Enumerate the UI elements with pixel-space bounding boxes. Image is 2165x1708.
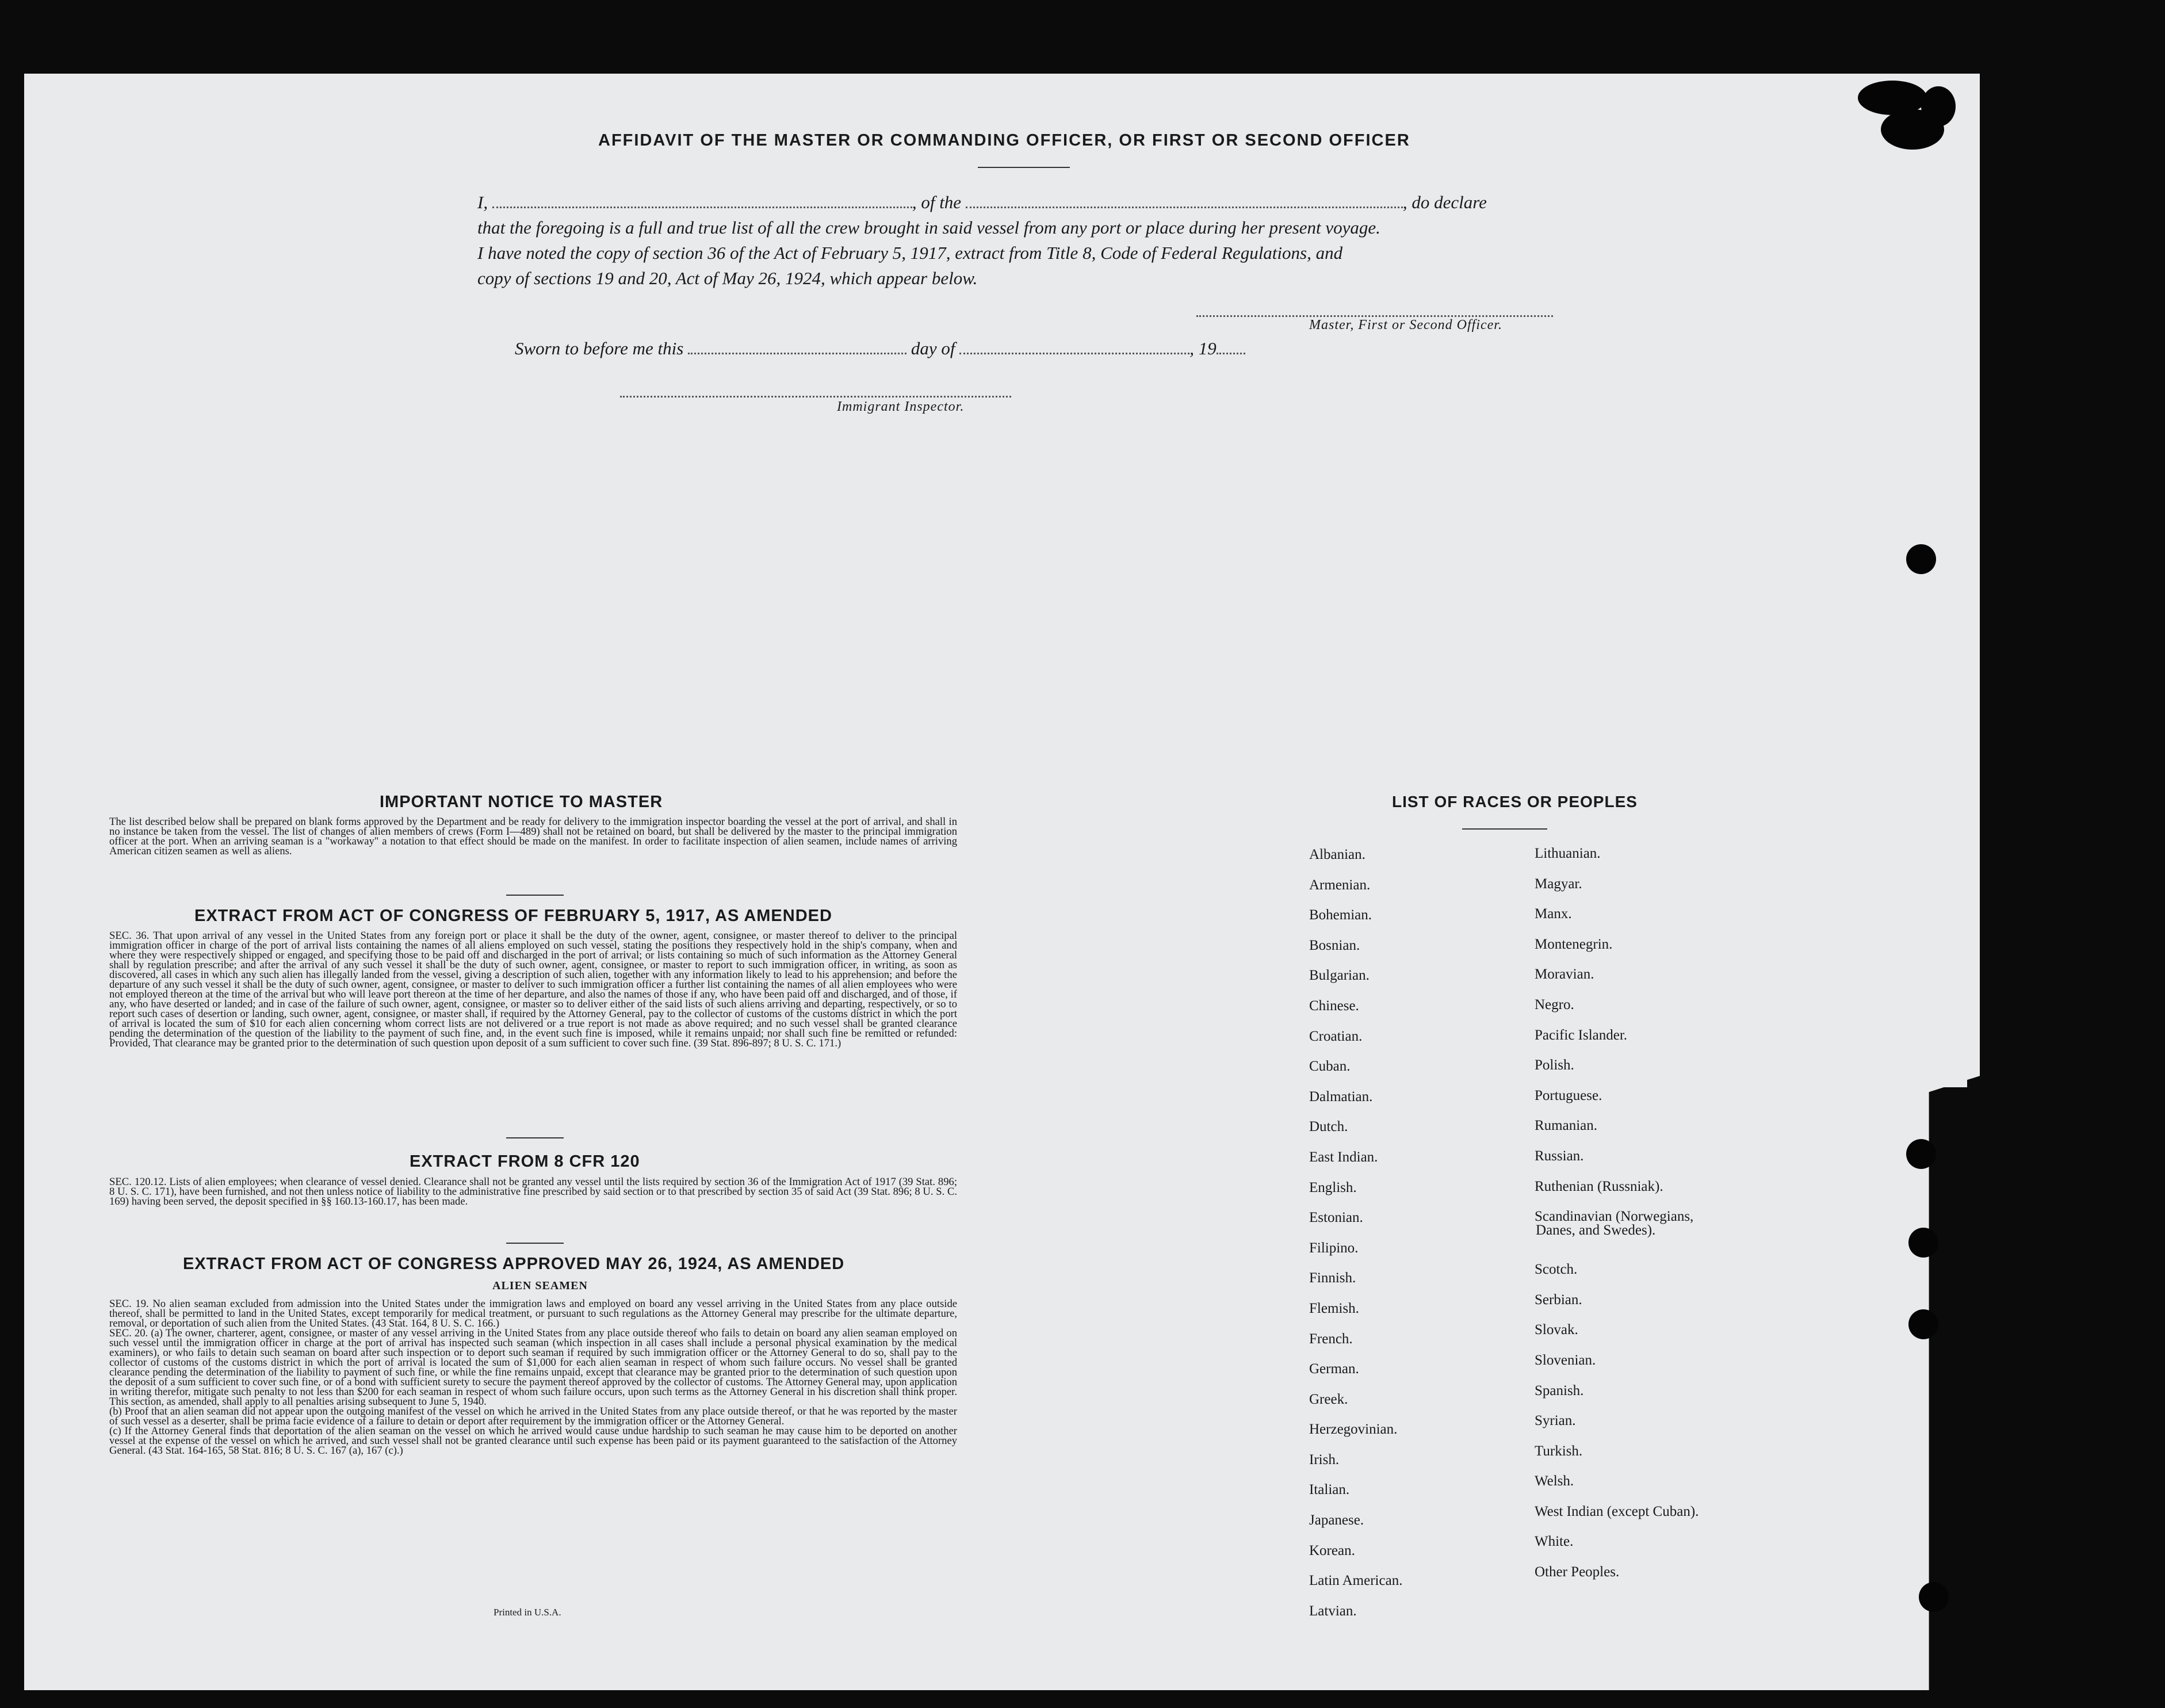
- sworn-month-blank[interactable]: [959, 342, 1189, 354]
- race-item: Greek.: [1309, 1391, 1348, 1407]
- day-of-label: day of: [911, 338, 955, 358]
- sworn-day-blank[interactable]: [688, 342, 906, 354]
- race-item-scandinavian: [1535, 1202, 1699, 1255]
- race-item: Rumanian.: [1535, 1118, 1598, 1134]
- race-item: Chinese.: [1309, 998, 1359, 1014]
- affidavit-line: copy of sections 19 and 20, Act of May 26, 1924, which appear below.: [477, 268, 978, 288]
- race-item: Italian.: [1309, 1482, 1350, 1498]
- race-item: White.: [1535, 1534, 1574, 1550]
- race-item: Dalmatian.: [1309, 1088, 1373, 1105]
- name-blank[interactable]: [492, 196, 912, 208]
- sec-20c: (c) If the Attorney General finds that deportation of the alien seaman on the vessel on which he arrived would cause undue hardship to such seaman he may cause him to be deported on another vessel at the expense of the vessel on which he arrived, and such vessel shall not be granted clearance until such expense has been paid or its payment guaranteed to the satisfaction of the Attorney General. (43 Stat. 164-165, 58 Stat. 816; 8 U. S. C. 167 (a), 167 (c).): [109, 1425, 957, 1457]
- race-item: Bulgarian.: [1309, 968, 1370, 984]
- race-item: Herzegovinian.: [1309, 1422, 1398, 1438]
- notice-title: IMPORTANT NOTICE TO MASTER: [380, 793, 663, 811]
- sworn-prefix: Sworn to before me this: [515, 338, 684, 358]
- race-item: Bohemian.: [1309, 907, 1372, 923]
- race-item: Bosnian.: [1309, 937, 1360, 953]
- year-prefix: , 19: [1189, 338, 1217, 358]
- race-item: Slovenian.: [1535, 1352, 1596, 1368]
- race-item: Japanese.: [1309, 1512, 1364, 1529]
- inspector-signature-line[interactable]: [620, 396, 1011, 398]
- ink-blot: [1921, 86, 1956, 127]
- race-item: Flemish.: [1309, 1300, 1359, 1316]
- sec-20a: SEC. 20. (a) The owner, charterer, agent, consignee, or master of any vessel arriving in the United States from any place outside thereof who fails to detain on board any alien seaman employed on such vessel until the immigration officer in charge at the port of arrival has inspected such seaman (which inspection in all cases shall include a personal physical examination by the medical examiners), or who fails to detain such seaman on board after such inspection or to deport such seaman if required by such immigration officer or the Attorney General to do so, shall pay to the collector of customs of the customs district in which the port of arrival is located the sum of $1,000 for each alien seaman in respect of whom such failure occurs. No vessel shall be granted clearance pending the determination of the liability to payment of such fine, or while the fine remains unpaid, except that clearance may be granted prior to the determination of such question upon the deposit of a sum sufficient to cover such fine, or of a bond with sufficient surety to secure the payment thereof approved by the collector of customs. The Attorney General may, upon application in writing therefor, mitigate such penalty to not less than $200 for each seaman in respect of whom such failure occurs, upon such terms as the Attorney General in his discretion shall think proper. This section, as amended, shall apply to all penalties arising subsequent to June 5, 1940.: [109, 1327, 957, 1408]
- race-item: Danes, and Swedes).: [1536, 1222, 1656, 1239]
- race-item: Slovak.: [1535, 1322, 1578, 1338]
- race-item: Serbian.: [1535, 1291, 1582, 1308]
- race-item: Cuban.: [1309, 1059, 1351, 1075]
- race-item: Manx.: [1535, 906, 1572, 922]
- race-item: Other Peoples.: [1535, 1564, 1620, 1580]
- race-item: East Indian.: [1309, 1149, 1378, 1165]
- race-item: Latvian.: [1309, 1603, 1357, 1619]
- vessel-blank[interactable]: [966, 196, 1403, 208]
- race-item: Syrian.: [1535, 1413, 1576, 1429]
- race-item: Ruthenian (Russniak).: [1535, 1178, 1663, 1194]
- sec-20b: (b) Proof that an alien seaman did not appear upon the outgoing manifest of the vessel on which he arrived in the United States from any place outside thereof, or that he was reported by the master of such vessel as a deserter, shall be prima facie evidence of a failure to detain or deport after requirement by the immigration officer or the Attorney General.: [109, 1405, 957, 1427]
- race-item: French.: [1309, 1331, 1353, 1347]
- extract-1917-title: EXTRACT FROM ACT OF CONGRESS OF FEBRUARY 5, 1917, AS AMENDED: [194, 907, 832, 925]
- cfr-title: EXTRACT FROM 8 CFR 120: [410, 1152, 640, 1171]
- notice-body: The list described below shall be prepared on blank forms approved by the Department and be ready for delivery to the immigration inspector boarding the vessel at the port of arrival, and shall in no instance be taken from the vessel. The list of changes of alien members of crews (Form I—489) shall not be retained on board, but shall be delivered by the master to the principal immigration officer at the port. When an arriving seaman is a "workaway" a notation to that effect should be made on the manifest. In order to facilitate inspection of alien seamen, include names of arriving American citizen seamen as well as aliens.: [109, 816, 957, 857]
- race-item: Turkish.: [1535, 1443, 1583, 1459]
- alien-seamen-subtitle: ALIEN SEAMEN: [492, 1279, 588, 1292]
- race-item: Magyar.: [1535, 876, 1582, 892]
- punch-hole: [1906, 1139, 1936, 1169]
- inspector-caption: Immigrant Inspector.: [837, 399, 965, 414]
- race-item: Moravian.: [1535, 966, 1594, 983]
- extract-1924-title: EXTRACT FROM ACT OF CONGRESS APPROVED MAY 26, 1924, AS AMENDED: [183, 1255, 845, 1273]
- race-item: Croatian.: [1309, 1028, 1363, 1044]
- divider: [506, 895, 564, 896]
- cfr-body: SEC. 120.12. Lists of alien employees; when clearance of vessel denied. Clearance shall not be granted any vessel until the lists required by section 36 of the Immigration Act of 1917 (39 Stat. 896; 8 U. S. C. 171), have been furnished, and not then unless notice of liability to the administrative fine prescribed by said section or to that prescribed by section 35 of said Act (39 Stat. 896; 8 U. S. C. 169) having been served, the deposit specified in §§ 160.13-160.17, has been made.: [109, 1176, 957, 1208]
- divider: [506, 1243, 564, 1244]
- sworn-year-blank[interactable]: [1217, 342, 1245, 354]
- race-item: Welsh.: [1535, 1473, 1574, 1489]
- race-item: Latin American.: [1309, 1573, 1403, 1589]
- punch-hole: [1906, 544, 1936, 574]
- race-item: Estonian.: [1309, 1210, 1363, 1226]
- punch-hole: [1919, 1582, 1949, 1612]
- race-item: English.: [1309, 1179, 1357, 1195]
- race-item: Armenian.: [1309, 877, 1371, 893]
- race-item: Albanian.: [1309, 847, 1365, 862]
- affidavit-statement: [477, 190, 1559, 291]
- affidavit-line: I have noted the copy of section 36 of the Act of February 5, 1917, extract from Title 8, Code of Federal Regulations, and: [477, 243, 1343, 263]
- race-item: Russian.: [1535, 1148, 1584, 1164]
- extract-1917-body: SEC. 36. That upon arrival of any vessel in the United States from any foreign port or place it shall be the duty of the owner, agent, consignee, or master thereof to deliver to the principal immigration officer in charge of the port of arrival lists containing the names of all aliens employed on such vessel, stating the positions they respectively hold in the ship's company, when and where they were respectively shipped or engaged, and specifying those to be paid off and discharged in the port of arrival; or lists containing so much of such information as the Attorney General shall by regulation prescribe; and after the arrival of any such vessel it shall be the duty of such owner, agent, consignee, or master to report to such immigration officer, in writing, as soon as discovered, all cases in which any such alien has illegally landed from the vessel, giving a description of such alien, together with any information likely to lead to his apprehension; and before the departure of any such vessel it shall be the duty of such owner, agent, consignee, or master to deliver to such immigration officer a further list containing the names of all alien employees who were not employed thereon at the time of the arrival but who will leave port thereon at the time of her departure, and also the names of those if any, who have been paid off and discharged, and of those, if any, who have deserted or landed; and in case of the failure of such owner, agent, consignee, or master so to deliver either of the said lists of such aliens arriving and departing, respectively, or so to report such cases of desertion or landing, such owner, agent, consignee, or master shall, if required by the Attorney General, pay to the collector of customs of the customs district in which the port of arrival is located the sum of $10 for each alien concerning whom correct lists are not delivered or a true report is not made as above required; and no such vessel shall be granted clearance pending the determination of the question of the liability to the payment of such fine, and, in the event such fine is imposed, while it remains unpaid; nor shall such fine be remitted or refunded: Provided, That clearance may be granted prior to the determination of such question upon deposit of a sum sufficient to cover such fine. (39 Stat. 896-897; 8 U. S. C. 171.): [109, 930, 957, 1049]
- i-label: I,: [477, 192, 488, 212]
- race-item: Spanish.: [1535, 1382, 1584, 1399]
- race-item: Portuguese.: [1535, 1087, 1602, 1103]
- race-item: Dutch.: [1309, 1119, 1348, 1135]
- race-item: Irish.: [1309, 1451, 1340, 1468]
- race-item: Lithuanian.: [1535, 846, 1601, 861]
- master-signature-line[interactable]: [1196, 315, 1553, 317]
- race-item: Montenegrin.: [1535, 936, 1613, 952]
- races-title: LIST OF RACES OR PEOPLES: [1392, 793, 1638, 811]
- extract-1924-body: [109, 1299, 957, 1455]
- race-item: Finnish.: [1309, 1270, 1356, 1286]
- sheet-edge: [1944, 311, 1967, 1087]
- do-declare-label: , do declare: [1402, 192, 1487, 212]
- race-item: Filipino.: [1309, 1240, 1359, 1256]
- races-column-1: [1309, 840, 1402, 1626]
- punch-hole: [1908, 1309, 1938, 1339]
- divider: [1462, 828, 1547, 830]
- race-item: West Indian (except Cuban).: [1535, 1503, 1699, 1519]
- race-item: Polish.: [1535, 1057, 1574, 1073]
- master-caption: Master, First or Second Officer.: [1309, 318, 1502, 333]
- race-item: German.: [1309, 1361, 1359, 1377]
- affidavit-line: that the foregoing is a full and true list of all the crew brought in said vessel from any port or place during her present voyage.: [477, 217, 1380, 238]
- divider: [978, 167, 1070, 168]
- race-item: Korean.: [1309, 1542, 1355, 1558]
- punch-hole: [1908, 1228, 1938, 1258]
- races-column-2: [1535, 839, 1699, 1588]
- race-item: Scotch.: [1535, 1262, 1578, 1278]
- affidavit-title: AFFIDAVIT OF THE MASTER OR COMMANDING OFFICER, OR FIRST OR SECOND OFFICER: [598, 131, 1410, 150]
- race-item: Scandinavian (Norwegians,: [1535, 1209, 1694, 1225]
- divider: [506, 1137, 564, 1138]
- race-item: Pacific Islander.: [1535, 1027, 1628, 1043]
- race-item: Negro.: [1535, 996, 1574, 1012]
- sec-19: SEC. 19. No alien seaman excluded from admission into the United States under the immigration laws and employed on board any vessel arriving in the United States from any place outside thereof, shall be permitted to land in the United States, except temporarily for medical treatment, or pursuant to such regulations as the Attorney General may prescribe for the ultimate departure, removal, or deportation of such alien from the United States. (43 Stat. 164, 8 U. S. C. 166.): [109, 1298, 957, 1329]
- printed-in-usa: Printed in U.S.A.: [494, 1607, 561, 1618]
- of-the-label: , of the: [912, 192, 962, 212]
- sworn-line: [515, 338, 1245, 359]
